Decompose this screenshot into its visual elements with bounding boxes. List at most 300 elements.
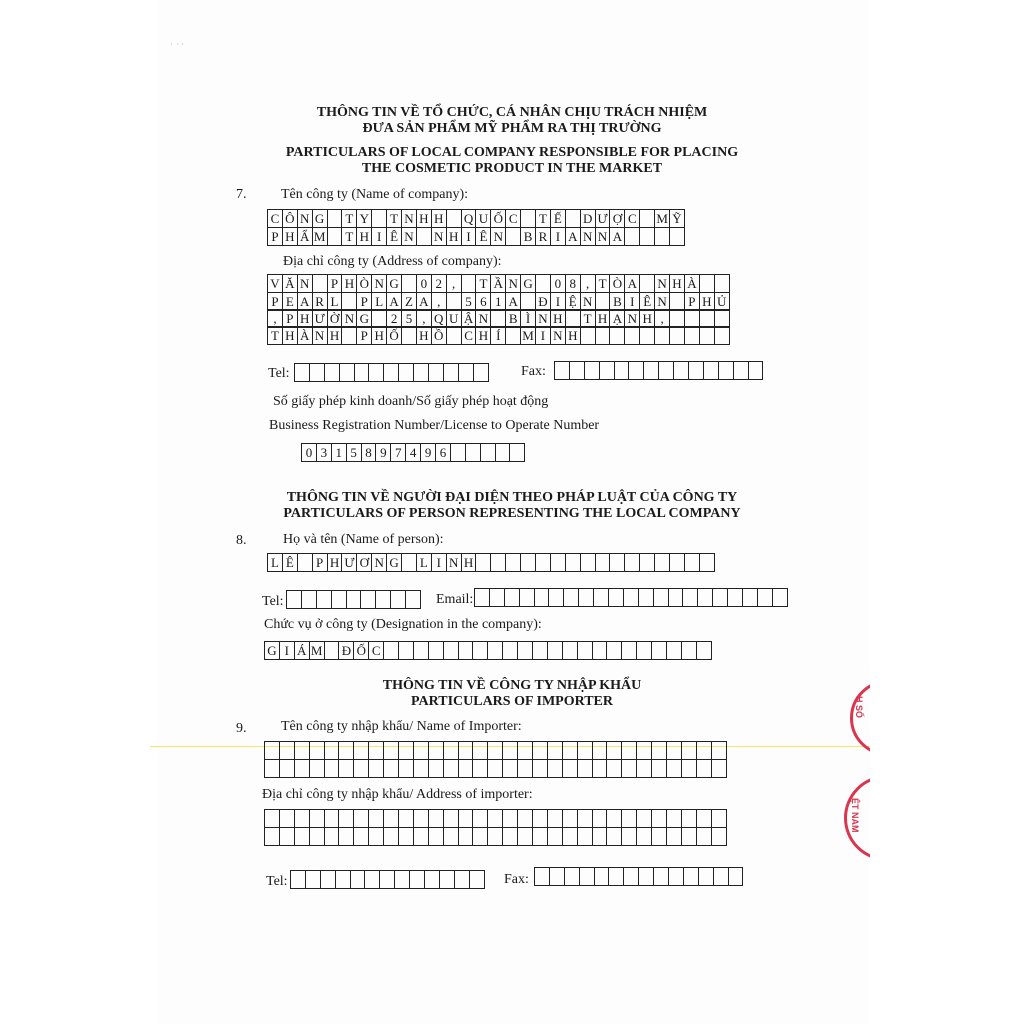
char-box: Ô [282,209,298,228]
char-box [547,641,563,660]
char-box [312,274,328,293]
char-box [443,809,459,828]
char-box [320,870,336,889]
char-box [681,827,697,846]
char-box [368,759,384,778]
char-box: P [356,292,372,311]
char-box [383,759,399,778]
char-box: N [401,227,417,246]
char-box [502,809,518,828]
char-box: I [550,227,566,246]
char-box: N [624,309,640,328]
char-box [609,553,625,572]
importer-name-row-1[interactable] [265,741,727,760]
company-name-label: Tên công ty (Name of company): [281,187,468,202]
char-box [696,641,712,660]
char-box [424,870,440,889]
char-box: H [416,209,432,228]
person-tel-field[interactable] [287,590,421,609]
char-box [614,361,630,380]
char-box [594,867,610,886]
person-name-label: Họ và tên (Name of person): [283,532,444,547]
char-box [443,741,459,760]
char-box [550,553,566,572]
char-box [473,363,489,382]
importer-name-row-2[interactable] [265,759,727,778]
char-box: H [565,326,581,345]
header-representative-en: PARTICULARS OF PERSON REPRESENTING THE LOCAL COMPANY [283,506,741,521]
stamp-text-top: H SỐ [854,696,864,719]
char-box: Ă [282,274,298,293]
char-box [651,759,667,778]
char-box [532,741,548,760]
char-box [592,759,608,778]
char-box: H [416,326,432,345]
char-box: H [461,553,477,572]
char-box [651,827,667,846]
char-box [509,443,525,462]
char-box: L [371,292,387,311]
char-box [458,363,474,382]
char-box: 1 [331,443,347,462]
char-box [309,827,325,846]
char-box [636,827,652,846]
char-box: , [446,274,462,293]
char-box [608,588,624,607]
char-box: Ố [353,641,369,660]
char-box: Ê [386,227,402,246]
char-box: L [267,553,283,572]
char-box: H [327,326,343,345]
designation-label: Chức vụ ở công ty (Designation in the company): [264,617,542,632]
char-box [324,741,340,760]
char-box [286,590,302,609]
char-box: C [505,209,521,228]
char-box: N [580,292,596,311]
char-box [390,590,406,609]
char-box [475,553,491,572]
char-box [413,741,429,760]
char-box [673,361,689,380]
char-box [502,741,518,760]
license-label-en: Business Registration Number/License to Operate Number [269,418,600,433]
char-box [305,870,321,889]
importer-fax-label: Fax: [504,872,529,887]
char-box [413,363,429,382]
char-box [338,759,354,778]
char-box: G [312,209,328,228]
person-name-field[interactable] [268,553,715,572]
person-email-field[interactable] [475,588,788,607]
char-box [699,326,715,345]
char-box [651,741,667,760]
char-box [338,741,354,760]
char-box [684,326,700,345]
char-box: A [624,274,640,293]
char-box: Ê [282,553,298,572]
char-box [666,827,682,846]
char-box [621,741,637,760]
char-box [428,827,444,846]
char-box [264,809,280,828]
char-box [383,809,399,828]
char-box [699,274,715,293]
char-box: Z [401,292,417,311]
char-box [398,809,414,828]
char-box [294,809,310,828]
char-box [711,741,727,760]
char-box [748,361,764,380]
char-box [416,227,432,246]
char-box [636,809,652,828]
char-box: 5 [401,309,417,328]
char-box [595,326,611,345]
char-box [443,363,459,382]
char-box [666,641,682,660]
char-box [643,361,659,380]
char-box: H [669,274,685,293]
char-box: I [279,641,295,660]
char-box: T [475,274,491,293]
char-box [364,870,380,889]
scan-specks: · · · [170,40,184,49]
char-box [714,274,730,293]
char-box [562,827,578,846]
char-box [472,809,488,828]
importer-address-row-1[interactable] [265,809,727,828]
char-box [294,363,310,382]
char-box: À [297,326,313,345]
char-box: B [520,227,536,246]
char-box [577,641,593,660]
char-box [688,361,704,380]
char-box: G [356,309,372,328]
char-box [519,588,535,607]
char-box [394,870,410,889]
char-box [428,759,444,778]
char-box [654,326,670,345]
char-box [401,274,417,293]
char-box: 8 [361,443,377,462]
char-box [681,641,697,660]
importer-name-label: Tên công ty nhập khẩu/ Name of Importer: [281,719,522,734]
char-box [577,759,593,778]
char-box [439,870,455,889]
char-box [398,363,414,382]
char-box [264,759,280,778]
char-box [714,326,730,345]
char-box [638,588,654,607]
char-box: Ò [356,274,372,293]
char-box [324,759,340,778]
char-box [353,759,369,778]
char-box: G [520,274,536,293]
char-box [502,641,518,660]
char-box: L [416,553,432,572]
char-box [654,553,670,572]
char-box: , [654,309,670,328]
char-box: N [312,326,328,345]
char-box: 2 [386,309,402,328]
char-box [472,759,488,778]
char-box [413,827,429,846]
char-box [669,326,685,345]
char-box [443,641,459,660]
char-box [338,809,354,828]
char-box: U [475,209,491,228]
char-box: Ố [490,209,506,228]
importer-address-label: Địa chỉ công ty nhập khẩu/ Address of importer: [262,787,533,802]
char-box [639,326,655,345]
char-box [405,590,421,609]
char-box: 6 [435,443,451,462]
char-box [309,759,325,778]
char-box [666,809,682,828]
char-box [547,741,563,760]
designation-field[interactable] [265,641,712,660]
char-box: Ư [312,309,328,328]
char-box: Ê [475,227,491,246]
company-tel-field[interactable] [295,363,489,382]
char-box [398,641,414,660]
char-box [495,443,511,462]
char-box: 4 [405,443,421,462]
char-box: N [505,274,521,293]
char-box: 6 [475,292,491,311]
char-box: N [580,227,596,246]
header-en-line2: THE COSMETIC PRODUCT IN THE MARKET [361,161,663,176]
char-box [639,209,655,228]
char-box: B [609,292,625,311]
char-box [563,588,579,607]
stamp-text-bottom: ỆT NAM [850,798,860,833]
importer-address-row-2[interactable] [265,827,727,846]
char-box: Ầ [490,274,506,293]
char-box [727,588,743,607]
char-box [446,326,462,345]
char-box [505,227,521,246]
char-box: I [624,292,640,311]
char-box [681,809,697,828]
char-box [353,827,369,846]
char-box [696,827,712,846]
header-representative-vi: THÔNG TIN VỀ NGƯỜI ĐẠI DIỆN THEO PHÁP LUẬT CỦA CÔNG TY [286,490,738,505]
char-box [636,759,652,778]
char-box: , [267,309,283,328]
char-box: N [595,227,611,246]
char-box [578,588,594,607]
char-box [534,588,550,607]
char-box [428,809,444,828]
char-box: , [580,274,596,293]
char-box [324,363,340,382]
char-box [316,590,332,609]
header-vi-line1: THÔNG TIN VỀ TỔ CHỨC, CÁ NHÂN CHỊU TRÁCH NHIỆM [316,105,708,120]
char-box: H [699,292,715,311]
char-box [324,641,340,660]
char-box [562,741,578,760]
char-box [658,361,674,380]
char-box: Ạ [609,309,625,328]
char-box [294,827,310,846]
char-box: T [386,209,402,228]
char-box: M [309,641,325,660]
char-box [562,759,578,778]
char-box [383,641,399,660]
char-box [398,827,414,846]
char-box: Q [431,309,447,328]
char-box [639,553,655,572]
section-8-number: 8. [236,533,247,548]
char-box [535,274,551,293]
importer-tel-label: Tel: [266,874,288,889]
char-box [609,326,625,345]
char-box: Ờ [327,309,343,328]
char-box [520,553,536,572]
char-box [487,759,503,778]
char-box [368,809,384,828]
importer-fax-field[interactable] [535,867,743,886]
char-box: Đ [338,641,354,660]
char-box [487,827,503,846]
char-box [353,741,369,760]
char-box [465,443,481,462]
char-box: A [416,292,432,311]
char-box [490,553,506,572]
char-box [669,227,685,246]
char-box: T [535,209,551,228]
char-box [294,741,310,760]
char-box [653,588,669,607]
person-email-label: Email: [436,592,474,607]
char-box: D [580,209,596,228]
char-box: A [565,227,581,246]
char-box [547,809,563,828]
char-box [592,741,608,760]
char-box [548,588,564,607]
char-box [554,361,570,380]
char-box [684,553,700,572]
char-box [636,741,652,760]
char-box: Ồ [431,326,447,345]
char-box: U [446,309,462,328]
char-box [696,809,712,828]
company-name-row-1 [268,209,685,228]
char-box [532,759,548,778]
char-box [301,590,317,609]
char-box: 0 [416,274,432,293]
char-box [517,827,533,846]
company-fax-field[interactable] [555,361,763,380]
char-box [327,209,343,228]
license-number-field[interactable] [302,443,525,462]
char-box [398,741,414,760]
char-box [505,326,521,345]
char-box: A [609,227,625,246]
char-box [409,870,425,889]
char-box [338,827,354,846]
char-box [621,759,637,778]
char-box: 0 [550,274,566,293]
char-box [666,741,682,760]
char-box [401,553,417,572]
char-box: I [535,326,551,345]
company-address-label: Địa chỉ công ty (Address of company): [283,254,502,269]
char-box [472,827,488,846]
char-box [458,641,474,660]
company-address-row-4 [268,326,730,345]
char-box [383,363,399,382]
char-box [535,553,551,572]
char-box [469,870,485,889]
char-box: N [341,309,357,328]
char-box: N [297,274,313,293]
char-box: H [297,309,313,328]
char-box [458,759,474,778]
char-box: P [312,553,328,572]
char-box [428,741,444,760]
char-box: C [267,209,283,228]
char-box [502,759,518,778]
char-box [624,553,640,572]
char-box: G [386,274,402,293]
char-box: I [371,227,387,246]
char-box [636,641,652,660]
char-box: N [490,227,506,246]
char-box: 8 [565,274,581,293]
importer-tel-field[interactable] [291,870,485,889]
char-box: A [505,292,521,311]
char-box [472,741,488,760]
char-box: N [297,209,313,228]
char-box [279,741,295,760]
company-tel-label: Tel: [268,366,290,381]
char-box: N [535,309,551,328]
char-box [398,759,414,778]
char-box [562,641,578,660]
char-box: N [654,274,670,293]
char-box [517,759,533,778]
char-box: Y [356,209,372,228]
char-box [547,759,563,778]
char-box [592,809,608,828]
char-box [379,870,395,889]
section-7-number: 7. [236,187,247,202]
char-box [653,867,669,886]
char-box [354,363,370,382]
char-box [331,590,347,609]
stamp-clip [840,670,870,870]
char-box: 7 [390,443,406,462]
char-box: H [282,326,298,345]
license-label-vi: Số giấy phép kinh doanh/Số giấy phép hoạt động [273,394,549,409]
char-box [353,809,369,828]
char-box: N [431,227,447,246]
char-box: P [267,227,283,246]
char-box: N [654,292,670,311]
char-box [579,867,595,886]
char-box [401,326,417,345]
char-box: G [264,641,280,660]
char-box [472,641,488,660]
company-name-row-2 [268,227,685,246]
char-box: H [431,209,447,228]
char-box [458,741,474,760]
char-box [413,641,429,660]
char-box: H [341,274,357,293]
char-box [375,590,391,609]
char-box [623,867,639,886]
